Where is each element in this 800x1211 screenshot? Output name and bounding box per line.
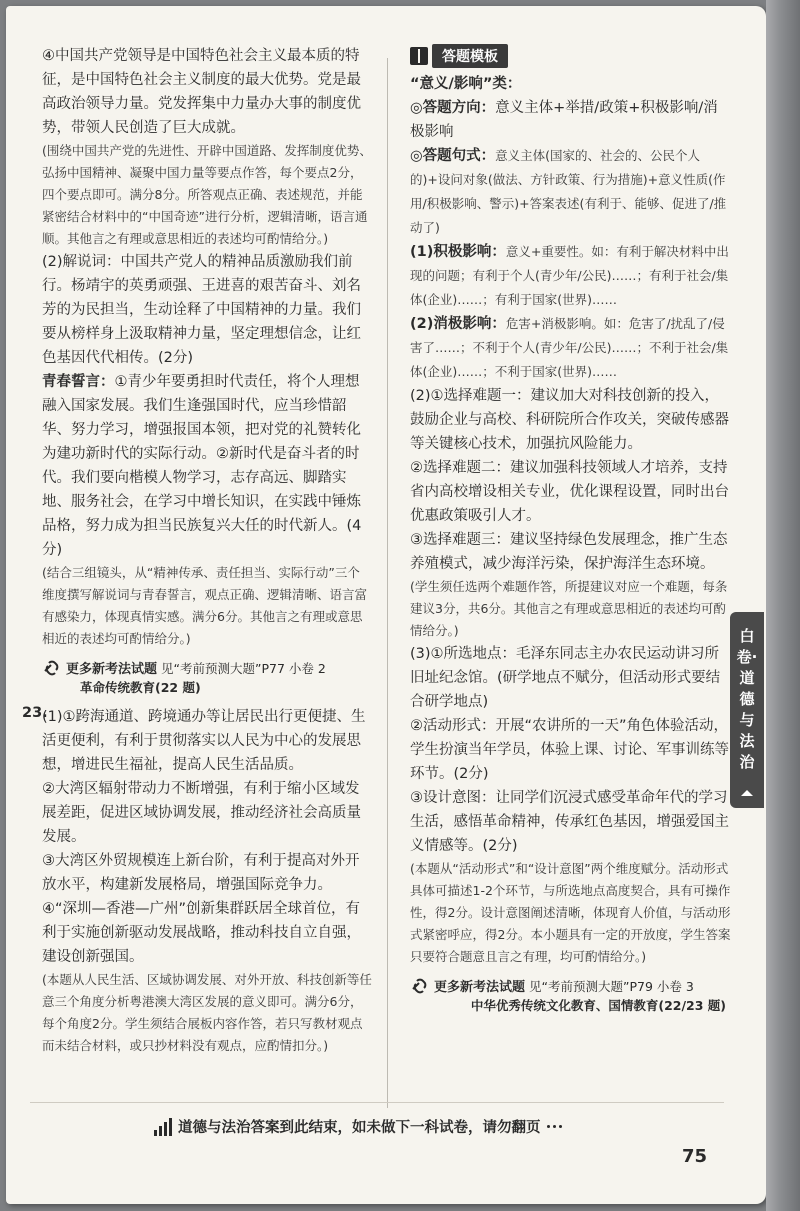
template-title: “意义/影响”类： — [410, 76, 522, 92]
more-questions-subtitle: 革命传统教育(22 题) — [80, 680, 201, 695]
link-icon — [410, 978, 430, 994]
direction-label: ◎答题方向： — [410, 100, 496, 116]
direction-text: 意义主体+举措/政策+积极影响/消极影响 — [410, 100, 718, 140]
answer-paragraph: ③大湾区外贸规模连上新台阶，有利于提高对外开放水平，构建新发展格局，增强国际竞争力。 — [42, 853, 360, 893]
negative-text: 危害+消极影响。如：危害了/扰乱了/侵害了……；不利于个人(青少年/公民)……；不利于社会/集体(企业)……；不利于国家(世界)…… — [410, 316, 729, 379]
answer-paragraph: ②大湾区辐射带动力不断增强，有利于缩小区域发展差距，促进区域协调发展，推动经济社会高质量发展。 — [42, 781, 361, 845]
template-positive — [410, 240, 732, 312]
answer-paragraph: ③选择难题三：建议坚持绿色发展理念，推广生态养殖模式，减少海洋污染，保护海洋生态环境。 — [410, 532, 728, 572]
question-23 — [22, 705, 372, 1057]
youth-oath-label: 青春誓言： — [42, 374, 115, 390]
template-badge: 答题模板 — [432, 44, 508, 68]
answer-paragraph: ②选择难题二：建议加强科技领域人才培养，支持省内高校增设相关专业，优化课程设置，同时出台优惠政策吸引人才。 — [410, 460, 729, 524]
more-questions-title: 更多新考法试题 — [66, 662, 158, 677]
grading-note: (学生须任选两个难题作答，所提建议对应一个难题，每条建议3分，共6分。其他言之有理或意思相近的表述均可酌情给分。) — [410, 579, 728, 638]
book-icon — [410, 47, 428, 65]
more-questions-ref: 见“考前预测大题”P79 小卷 3 — [529, 978, 694, 994]
answer-paragraph: (1)①跨海通道、跨境通办等让居民出行更便捷、生活更便利，有利于贯彻落实以人民为中心的发展思想，增进民生福祉，提高人民生活品质。 — [42, 709, 366, 773]
more-questions-link[interactable] — [42, 658, 372, 677]
bars-icon — [154, 1118, 172, 1136]
grading-note: (本题从人民生活、区域协调发展、对外开放、科技创新等任意三个角度分析粤港澳大湾区发展的意义即可。满分6分，每个角度2分。学生须结合展板内容作答，若只写教材观点而未结合材料，或只抄材料没有观点，应酌情扣分。) — [42, 972, 372, 1053]
sentence-text: 意义主体(国家的、社会的、公民个人的)+设问对象(做法、方针政策、行为措施)+意义性质(作用/积极影响、警示)+答案表述(有利于、能够、促进了/推动了) — [410, 148, 727, 235]
more-questions-link[interactable] — [410, 976, 732, 995]
template-direction — [410, 96, 732, 144]
answer-paragraph: ④“深圳—香港—广州”创新集群跃居全球首位，有利于实施创新驱动发展战略，推动科技自立自强，建设创新强国。 — [42, 901, 361, 965]
page-edge-shadow — [766, 0, 800, 1211]
answer-paragraph: ④中国共产党领导是中国特色社会主义最本质的特征，是中国特色社会主义制度的最大优势。党是最高政治领导力量。党发挥集中力量办大事的制度优势，带领人民创造了巨大成就。 — [42, 48, 361, 136]
more-questions-ref: 见“考前预测大题”P77 小卷 2 — [161, 660, 326, 676]
more-questions-title: 更多新考法试题 — [434, 980, 526, 995]
document-page — [6, 6, 766, 1204]
positive-label: (1)积极影响： — [410, 244, 506, 260]
link-icon — [42, 660, 62, 676]
grading-note: (结合三组镜头，从“精神传承、责任担当、实际行动”三个维度撰写解说词与青春誓言，观点正确、逻辑清晰、语言富有感染力，体现真情实感。满分6分。其他言之有理或意思相近的表述均可酌情给分。) — [42, 565, 368, 646]
answer-paragraph: (3)①所选地点：毛泽东同志主办农民运动讲习所旧址纪念馆。(研学地点不赋分，但活动形式要结合研学地点) — [410, 646, 721, 710]
footer-text: 道德与法治答案到此结束，如未做下一科试卷，请勿翻页 — [178, 1120, 541, 1136]
column-divider — [387, 58, 388, 1108]
page-number: 75 — [682, 1146, 708, 1167]
footer-divider — [30, 1102, 724, 1103]
right-column — [410, 44, 732, 1017]
answer-paragraph: ③设计意图：让同学们沉浸式感受革命年代的学习生活，感悟革命精神，传承红色基因，增强爱国主义情感等。(2分) — [410, 790, 729, 854]
left-column — [22, 44, 372, 1057]
positive-text: 意义+重要性。如：有利于解决材料中出现的问题；有利于个人(青少年/公民)……；有利于社会/集体(企业)……；有利于国家(世界)…… — [410, 244, 729, 307]
answer-paragraph: (2)①选择难题一：建议加大对科技创新的投入，鼓励企业与高校、科研院所合作攻关，突破传感器等关键核心技术，加强抗风险能力。 — [410, 388, 729, 452]
negative-label: (2)消极影响： — [410, 316, 506, 332]
youth-oath-text: ①青少年要勇担时代责任，将个人理想融入国家发展。我们生逢强国时代，应当珍惜韶华、努力学习，增强报国本领，把对党的礼赞转化为建功新时代的实际行动。②新时代是奋斗者的时代。我们要向楷模人物学习，志存高远、脚踏实地、服务社会，在学习中增长知识，在实践中锤炼品格，努力成为担当民族复兴大任的时代新人。(4分) — [42, 374, 362, 558]
template-header — [410, 44, 732, 68]
answer-paragraph — [42, 370, 372, 562]
dots-icon — [547, 1125, 562, 1128]
question-number: 23. — [22, 705, 48, 721]
side-tab — [730, 612, 764, 808]
grading-note: (围绕中国共产党的先进性、开辟中国道路、发挥制度优势、弘扬中国精神、凝聚中国力量等要点作答，每个要点2分，四个要点即可。满分8分。所答观点正确、表述规范，并能紧密结合材料中的“中国奇迹”进行分析，逻辑清晰，语言通顺。其他言之有理或意思相近的表述均可酌情给分。) — [42, 143, 372, 246]
footer-banner — [154, 1116, 562, 1137]
side-tab-label: 白卷·道德与法治 — [736, 627, 758, 771]
more-questions-subtitle: 中华优秀传统文化教育、国情教育(22/23 题) — [470, 998, 726, 1013]
template-negative — [410, 312, 732, 384]
template-sentence — [410, 144, 732, 240]
sentence-label: ◎答题句式： — [410, 148, 496, 164]
answer-paragraph: (2)解说词：中国共产党人的精神品质激励我们前行。杨靖宇的英勇顽强、王进喜的艰苦奋斗、刘名芳的为民担当，生动诠释了中国精神的力量。我们要从榜样身上汲取精神力量，坚定理想信念，让红色基因代代相传。(2分) — [42, 254, 361, 366]
triangle-up-icon — [741, 790, 753, 796]
answer-paragraph: ②活动形式：开展“农讲所的一天”角色体验活动，学生扮演当年学员，体验上课、讨论、军事训练等环节。(2分) — [410, 718, 729, 782]
grading-note: (本题从“活动形式”和“设计意图”两个维度赋分。活动形式具体可描述1-2个环节，与所选地点高度契合，具有可操作性，得2分。设计意图阐述清晰，体现育人价值，与活动形式紧密呼应，得2分。本小题具有一定的开放度，学生答案只要符合题意且言之有理，均可酌情给分。) — [410, 861, 731, 964]
